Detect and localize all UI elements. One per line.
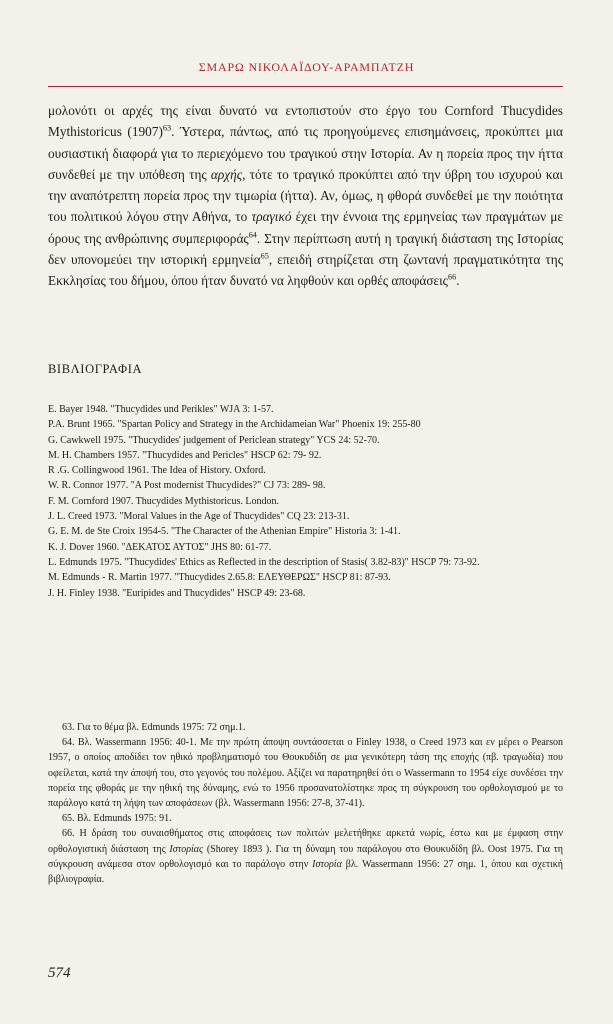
bibliography-entry: R .G. Collingwood 1961. The Idea of History. Oxford.: [48, 465, 266, 477]
bibliography-entry: P.A. Brunt 1965. "Spartan Policy and Strategy in the Archidameian War" Phoenix 19: 255-80: [48, 419, 421, 431]
running-head: ΣΜΑΡΩ ΝΙΚΟΛΑΪΔΟΥ-ΑΡΑΜΠΑΤΖΗ: [198, 60, 415, 74]
footnote-65: 65. Βλ. Edmunds 1975: 91.: [62, 813, 172, 825]
footnote-64: 64. Βλ. Wassermann 1956: 40-1. Με την πρώτη άποψη συντάσσεται ο Finley 1938, ο Creed 1973 και εν μέρει ο Pearson 1957, ο οποίος αποδίδει τον ηθικό προβληματισμό του Θουκυδίδη σε μια γενικότερη τάση της εποχής (πβ. τραγωδία) που οφείλεται, κατά την άποψή του, στο γεγονός του πολέμου. Αξίζει να παρατηρηθεί ότι ο Wassermann το 1954 είχε συνδέσει την πορεία της φθοράς με την ηθική της δύναμης, ενώ το 1956 προσανατολίστηκε προς τη σύγκρουση του ορθολογισμού με το παράλογο κατά τη λήψη των αποφάσεων (βλ. Wassermann 1956: 27-8, 37-41).: [48, 737, 563, 810]
footnote-ref-64: 64: [248, 230, 257, 240]
footnote-ref-65: 65: [260, 251, 269, 261]
footnotes-block: [48, 720, 563, 887]
bibliography-entry: E. Bayer 1948. "Thucydides und Perikles" WJA 3: 1-57.: [48, 404, 274, 415]
bibliography-entry: W. R. Connor 1977. "A Post modernist Thucydides?" CJ 73: 289- 98.: [48, 480, 326, 492]
text-segment: . Στην περίπτωση αυτή η τραγική διάσταση της Ιστορίας δεν υπονομεύει την ιστορική ερμηνεία: [48, 230, 564, 268]
bibliography-entry: G. E. M. de Ste Croix 1954-5. "The Character of the Athenian Empire" Historia 3: 1-41.: [48, 526, 401, 538]
bibliography-entry: J. H. Finley 1938. "Euripides and Thucydides" HSCP 49: 23-68.: [48, 587, 306, 599]
footnote-ref-63: 63: [162, 123, 172, 133]
emphasis: αρχής: [210, 166, 243, 182]
header-rule: [48, 86, 563, 87]
main-paragraph: [48, 100, 563, 292]
footnote-text: βλ. Wassermann 1956: 27 σημ. 1, όπου και σχετική βιβλιογραφία.: [48, 858, 563, 886]
footnote-ref-66: 66: [447, 272, 457, 282]
footnote-66: [48, 826, 563, 887]
bibliography-entry: M. H. Chambers 1957. "Thucydides and Pericles" HSCP 62: 79- 92.: [48, 449, 322, 461]
text-segment: μολονότι οι αρχές της είναι δυνατό να εντοπιστούν στο έργο του Cornford Thucydides Mythistoricus (1907): [48, 103, 563, 140]
footnote-text: (Shorey 1893 ). Για τη δύναμη του παράλογου στο Θουκυδίδη βλ. Oost 1975. Για τη σύγκρουση ανάμεσα στον ορθολογισμό και το παράλογο στην: [48, 843, 563, 870]
text-segment: .: [456, 273, 460, 289]
emphasis: τραγικό: [251, 209, 292, 225]
footnote-text: 66. Η δράση του συναισθήματος στις αποφάσεις των πολιτών μελετήθηκε αρκετά νωρίς, έστω και με έμφαση στην ορθολογιστική διάσταση της: [48, 828, 563, 855]
bibliography-entry: L. Edmunds 1975. "Thucydides' Ethics as Reflected in the description of Stasis( 3.82-83)" HSCP 79: 73-92.: [48, 556, 480, 568]
text-segment: , επειδή στηρίζεται στη ζωντανή πραγματικότητα της Εκκλησίας του δήμου, όπου ήταν δυνατό να ληφθούν και ορθές αποφάσεις: [48, 252, 563, 289]
page-number: 574: [48, 965, 71, 981]
emphasis: Ιστορία: [312, 858, 342, 870]
bibliography-entry: K. J. Dover 1960. "ΔΕΚΑΤΟΣ ΑΥΤΟΣ" JHS 80: 61-77.: [48, 541, 272, 553]
text-segment: . Ύστερα, πάντως, από τις προηγούμενες επισημάνσεις, προκύπτει μια ουσιαστική διαφορά για το περιεχόμενο του τραγικού στην Ιστορία. Αν η πορεία προς την ήττα συνδεθεί με την υπόθεση της: [48, 124, 563, 182]
bibliography-list: [48, 402, 563, 601]
footnote-63: 63. Για το θέμα βλ. Edmunds 1975: 72 σημ.1.: [62, 722, 246, 733]
text-segment: έχει την έννοια της ερμηνείας των πραγμάτων με όρους της ανθρώπινης συμπεριφοράς: [48, 209, 563, 246]
bibliography-heading: ΒΙΒΛΙΟΓΡΑΦΙΑ: [48, 362, 143, 376]
bibliography-entry: M. Edmunds - R. Martin 1977. "Thucydides 2.65.8: ΕΛΕΥΘΕΡΩΣ" HSCP 81: 87-93.: [48, 572, 391, 584]
paragraph-text: [48, 100, 563, 292]
bibliography-entry: F. M. Cornford 1907. Thucydides Mythistoricus. London.: [48, 495, 279, 507]
bibliography-entry: G. Cawkwell 1975. "Thucydides' judgement of Periclean strategy" YCS 24: 52-70.: [48, 434, 380, 446]
emphasis: Ιστορίας: [169, 843, 204, 855]
bibliography-entry: J. L. Creed 1973. "Moral Values in the Age of Thucydides" CQ 23: 213-31.: [48, 511, 350, 523]
text-segment: , τότε το τραγικό προκύπτει από την ύβρη του ισχυρού και την αναπότρεπτη πορεία προς την τιμωρία (ήττα). Αν, όμως, η φθορά συνδεθεί με την ποιότητα του πολιτικού λόγου στην Αθήνα, το: [48, 166, 563, 225]
